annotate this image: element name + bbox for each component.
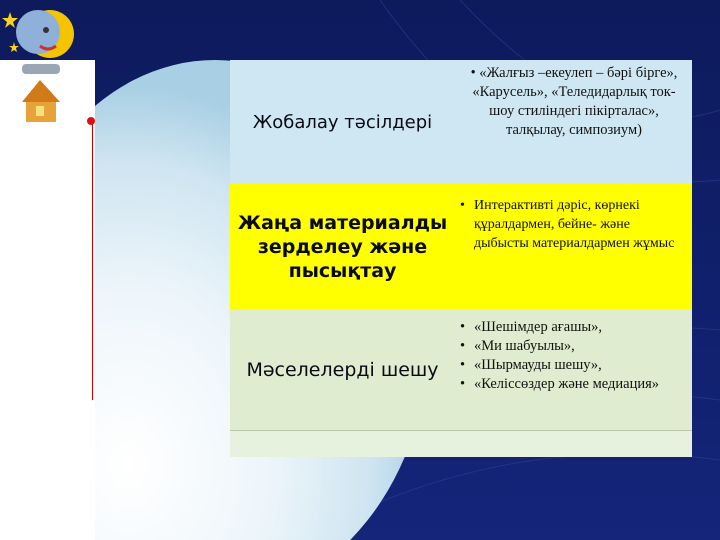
- bullet-icon: •: [470, 65, 476, 81]
- list-item: [460, 337, 688, 356]
- row-content: [460, 196, 688, 253]
- list-item: [460, 375, 688, 394]
- list-item-text: Интерактивті дәріс, көрнекі құралдармен, бейне- және дыбысты материалдармен жұмыс: [474, 198, 675, 251]
- list-item: [460, 64, 688, 140]
- bullet-icon: •: [460, 198, 465, 213]
- list-item-text: «Келіссөздер және медиация»: [474, 376, 660, 392]
- table-row: [230, 184, 692, 310]
- row-label: Жаңа материалды зерделеу және пысықтау: [237, 212, 448, 282]
- row-label: Жобалау тәсілдері: [252, 111, 433, 133]
- row-content: [460, 64, 688, 140]
- row-content: [460, 318, 688, 394]
- bullet-icon: •: [460, 338, 466, 354]
- list-item-text: «Ми шабуылы»,: [474, 338, 575, 354]
- list-item-text: «Жалғыз –екеулеп – бәрі бірге», «Карусель», «Теледидарлық ток-шоу стиліндегі пікірталас», талқылау, симпозиум): [472, 65, 678, 138]
- table-row: [230, 310, 692, 430]
- list-item-text: «Шешімдер ағашы»,: [474, 319, 602, 335]
- bullet-icon: •: [460, 357, 466, 373]
- list-item: [460, 196, 688, 253]
- row-label: Мәселелерді шешу: [246, 359, 439, 381]
- accent-line: [92, 120, 93, 400]
- table-row: [230, 60, 692, 184]
- list-item: [460, 356, 688, 375]
- list-item-text: «Шырмауды шешу»,: [474, 357, 602, 373]
- list-item: [460, 318, 688, 337]
- table-row-empty: [230, 430, 692, 457]
- accent-dot: [87, 117, 95, 125]
- moon-sun-house-icon: [2, 2, 82, 122]
- methods-table: [230, 60, 692, 456]
- bullet-icon: •: [460, 376, 466, 392]
- bullet-icon: •: [460, 319, 466, 335]
